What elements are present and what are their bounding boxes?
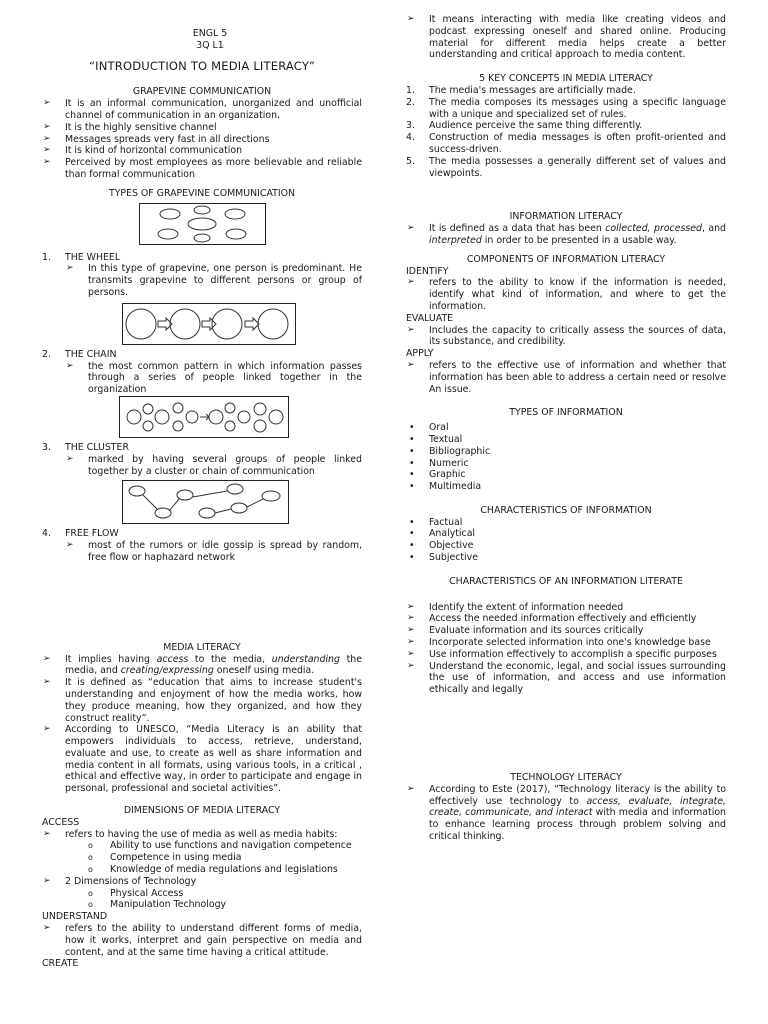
type-cluster-desc [42, 454, 362, 478]
list-item: • Analytical [406, 528, 726, 540]
tech-literacy-heading: TECHNOLOGY LITERACY [510, 772, 622, 784]
list-item: o Physical Access [42, 888, 362, 900]
lesson-code: 3Q L1 [196, 39, 224, 51]
dimensions-heading: DIMENSIONS OF MEDIA LITERACY [123, 805, 281, 817]
grapevine-points [42, 98, 362, 181]
list-item: ➢ the most common pattern in which information passes through a series of people linked together in the organization [65, 361, 362, 396]
grapevine-types-heading: TYPES OF GRAPEVINE COMMUNICATION [108, 187, 296, 199]
list-item: ➢ refers to the effective use of information and whether that information has been able to address a certain need or resolve An issue. [406, 360, 726, 395]
list-item: ➢ It is the highly sensitive channel [42, 122, 362, 134]
info-literacy-heading: INFORMATION LITERACY [509, 211, 623, 223]
type-cluster [42, 442, 362, 454]
type-name: THE CLUSTER [65, 441, 129, 453]
chain-diagram [119, 396, 289, 438]
type-name: FREE FLOW [65, 528, 119, 540]
type-number: 2. [42, 348, 51, 360]
list-item: • Bibliographic [406, 446, 726, 458]
type-free-flow [42, 528, 362, 540]
list-item: ➢ most of the rumors or idle gossip is spread by random, free flow or haphazard network [65, 540, 362, 564]
list-item: ➢ Identify the extent of information needed [406, 602, 726, 614]
understand-points [42, 923, 362, 958]
list-item: ➢ Evaluate information and its sources critically [406, 625, 726, 637]
list-item: • Factual [406, 517, 726, 529]
list-item: o Manipulation Technology [42, 899, 362, 911]
list-item: 4. Construction of media messages is often profit-oriented and success-driven. [406, 132, 726, 155]
list-item: 3. Audience perceive the same thing differently. [406, 120, 643, 132]
list-item: ➢ It is defined as “education that aims to increase student's understanding and enjoyment of how the media works, how they produce meaning, how they organized, and how they construct reality”. [42, 677, 362, 724]
cluster-diagram [122, 480, 289, 524]
list-item: ➢ It implies having access to the media, understanding the media, and creating/expressing oneself using media. [42, 654, 362, 678]
type-number: 1. [42, 251, 51, 263]
type-wheel-desc [42, 263, 362, 298]
understand-label: UNDERSTAND [42, 911, 108, 923]
list-item: ➢ Incorporate selected information into one's knowledge base [406, 637, 726, 649]
list-item: 5. The media possesses a generally different set of values and viewpoints. [406, 155, 726, 179]
characteristics-list [406, 517, 726, 564]
page-title: “INTRODUCTION TO MEDIA LITERACY” [88, 58, 316, 73]
list-item: ➢ Includes the capacity to critically assess the sources of data, its substance, and credibility. [406, 325, 726, 349]
course-code: ENGL 5 [192, 28, 228, 39]
tech-literacy-def [406, 784, 726, 843]
access-sub-points [42, 840, 362, 875]
apply-label: APPLY [406, 348, 434, 360]
type-chain-desc [42, 361, 362, 396]
list-item: • Numeric [406, 458, 726, 470]
grapevine-heading: GRAPEVINE COMMUNICATION [132, 86, 272, 98]
list-item: ➢ Use information effectively to accomplish a specific purposes [406, 649, 726, 661]
media-literacy-points [42, 654, 362, 796]
list-item: • Multimedia [406, 481, 726, 493]
wheel-diagram [122, 303, 296, 345]
type-number: 4. [42, 528, 51, 540]
list-item: ➢ According to Este (2017), “Technology literacy is the ability to effectively use technology to access, evaluate, integrate, create, communicate, and interact with media and information to enhance learning process through problem solving and critical thinking. [406, 784, 726, 843]
list-item: ➢ Messages spreads very fast in all directions [42, 134, 362, 146]
grapevine-overview-diagram [139, 203, 266, 245]
literate-heading: CHARACTERISTICS OF AN INFORMATION LITERATE [449, 575, 683, 587]
list-item: ➢ refers to the ability to know if the information is needed, identify what kind of information, and where to get the information. [406, 277, 726, 312]
list-item: ➢ refers to having the use of media as well as media habits: [42, 829, 362, 841]
list-item: ➢ According to UNESCO, “Media Literacy is an ability that empowers individuals to access, retrieve, understand, evaluate and use, to create as well as share information and media content in all formats, using various tools, in a critical , ethical and effective way, in order to participate and engage in personal, professional and societal activities”. [42, 724, 362, 795]
access-points [42, 829, 362, 841]
list-item: • Oral [406, 422, 726, 434]
list-item: ➢ refers to the ability to understand different forms of media, how it works, interpret and gain perspective on media and content, and at the same time having a critical attitude. [42, 923, 362, 958]
right-column [406, 0, 726, 843]
key-concepts-list [406, 85, 726, 179]
type-free-flow-desc [42, 540, 362, 564]
left-column [42, 0, 362, 970]
list-item: 2. The media composes its messages using a specific language with a unique and specialized set of rules. [406, 96, 726, 120]
list-item: • Objective [406, 540, 726, 552]
list-item: ➢ It is defined as a data that has been collected, processed, and interpreted in order to be presented in a usable way. [406, 223, 726, 247]
list-item: • Textual [406, 434, 726, 446]
type-number: 3. [42, 441, 51, 453]
type-wheel [42, 252, 362, 264]
media-literacy-heading: MEDIA LITERACY [163, 641, 241, 653]
list-item: ➢ In this type of grapevine, one person is predominant. He transmits grapevine to different persons or group of persons. [65, 263, 362, 298]
list-item: o Competence in using media [42, 852, 362, 864]
tech-dims-sub-points [42, 888, 362, 912]
list-item: ➢ It is kind of horizontal communication [42, 145, 362, 157]
types-info-heading: TYPES OF INFORMATION [509, 407, 623, 419]
list-item: ➢ It is an informal communication, unorganized and unofficial channel of communication in an organization. [42, 98, 362, 122]
access-label: ACCESS [42, 816, 80, 828]
type-name: THE CHAIN [65, 348, 117, 360]
key-concepts-heading: 5 KEY CONCEPTS IN MEDIA LITERACY [479, 73, 653, 85]
list-item: • Subjective [406, 552, 726, 564]
list-item: ➢ Perceived by most employees as more believable and reliable than formal communication [42, 157, 362, 181]
characteristics-heading: CHARACTERISTICS OF INFORMATION [480, 504, 652, 516]
list-item: ➢ Access the needed information effectively and efficiently [406, 613, 726, 625]
info-literacy-def [406, 223, 726, 247]
list-item: • Graphic [406, 469, 726, 481]
identify-label: IDENTIFY [406, 265, 449, 277]
tech-dims-points [42, 876, 362, 888]
list-item: 1. The media's messages are artificially made. [406, 84, 636, 96]
literate-list [406, 602, 726, 696]
list-item: o Knowledge of media regulations and legislations [42, 864, 362, 876]
components-heading: COMPONENTS OF INFORMATION LITERACY [466, 253, 666, 265]
list-item: ➢ 2 Dimensions of Technology [42, 876, 362, 888]
create-points [406, 14, 726, 61]
list-item: o Ability to use functions and navigation competence [42, 840, 362, 852]
types-info-list [406, 422, 726, 493]
list-item: ➢ Understand the economic, legal, and social issues surrounding the use of information, and access and use information ethically and legally [406, 661, 726, 696]
type-chain [42, 349, 362, 361]
create-label: CREATE [42, 958, 79, 970]
list-item: ➢ marked by having several groups of people linked together by a cluster or chain of communication [65, 454, 362, 478]
evaluate-label: EVALUATE [406, 312, 454, 324]
list-item: ➢ It means interacting with media like creating videos and podcast expressing oneself and shared online. Producing material for different media helps create a better understanding and critical approach to media content. [406, 14, 726, 61]
type-name: THE WHEEL [65, 251, 121, 263]
